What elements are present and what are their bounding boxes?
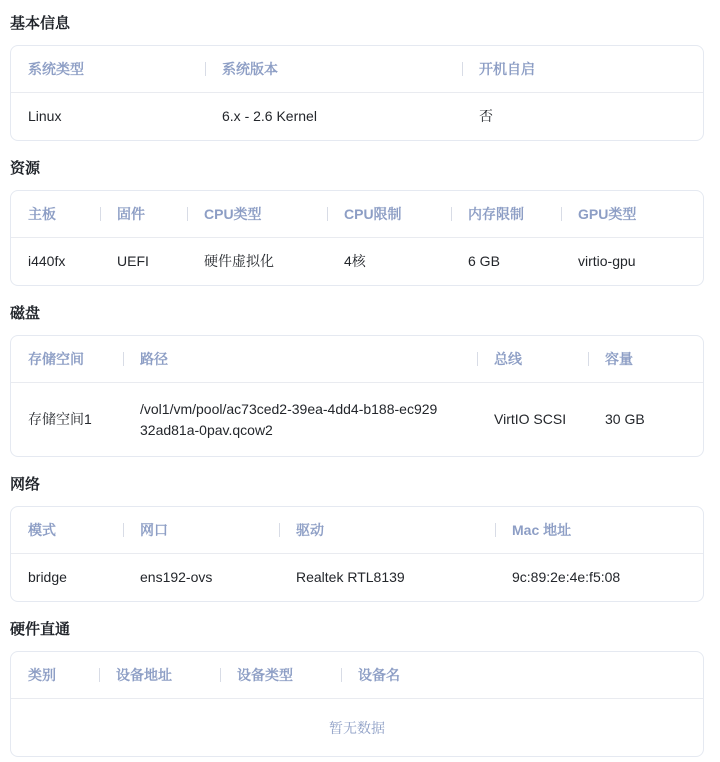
header-mode: 模式 bbox=[28, 522, 56, 538]
section-basic-info bbox=[0, 14, 720, 141]
header-cpu-type: CPU类型 bbox=[187, 204, 327, 224]
cell-port: ens192-ovs bbox=[140, 569, 213, 585]
cell-mac-address: 9c:89:2e:4e:f5:08 bbox=[512, 569, 621, 585]
cell-memory-limit: 6 GB bbox=[468, 253, 500, 269]
header-autostart: 开机自启 bbox=[462, 59, 703, 79]
network-title: 网络 bbox=[10, 476, 41, 493]
header-driver: 驱动 bbox=[279, 520, 495, 540]
resources-title: 资源 bbox=[10, 160, 41, 177]
header-mac-address: Mac 地址 bbox=[495, 520, 703, 540]
disk-path-text: /vol1/vm/pool/ac73ced2-39ea-4dd4-b188-ec92932ad81a-0pav.qcow2 bbox=[140, 400, 438, 438]
cell-path bbox=[123, 393, 477, 447]
disk-header-row bbox=[11, 336, 703, 383]
table-row bbox=[11, 383, 703, 456]
cell-firmware: UEFI bbox=[117, 253, 149, 269]
header-bus: 总线 bbox=[477, 349, 588, 369]
basic-info-title: 基本信息 bbox=[10, 15, 71, 32]
cell-motherboard: i440fx bbox=[28, 253, 66, 269]
passthrough-header-row bbox=[11, 652, 703, 699]
disk-title: 磁盘 bbox=[10, 305, 41, 322]
disk-table bbox=[10, 335, 704, 457]
basic-info-header-row bbox=[11, 46, 703, 93]
header-firmware: 固件 bbox=[100, 204, 187, 224]
header-system-type: 系统类型 bbox=[28, 61, 84, 77]
header-motherboard: 主板 bbox=[28, 206, 56, 222]
cell-cpu-limit: 4核 bbox=[344, 253, 366, 269]
header-memory-limit: 内存限制 bbox=[451, 204, 561, 224]
resources-table bbox=[10, 190, 704, 286]
header-gpu-type: GPU类型 bbox=[561, 204, 703, 224]
header-port: 网口 bbox=[123, 520, 279, 540]
cell-bus: VirtIO SCSI bbox=[494, 411, 567, 427]
cell-system-type: Linux bbox=[28, 108, 62, 124]
section-network bbox=[0, 475, 720, 602]
empty-state: 暂无数据 bbox=[329, 719, 385, 736]
cell-storage-space: 存储空间1 bbox=[28, 411, 92, 427]
header-category: 类别 bbox=[28, 667, 56, 683]
network-table bbox=[10, 506, 704, 602]
header-storage-space: 存储空间 bbox=[28, 351, 84, 367]
header-path: 路径 bbox=[123, 349, 477, 369]
cell-mode: bridge bbox=[28, 569, 67, 585]
cell-capacity: 30 GB bbox=[605, 411, 645, 427]
cell-autostart: 否 bbox=[479, 108, 493, 124]
passthrough-title: 硬件直通 bbox=[10, 621, 71, 638]
header-cpu-limit: CPU限制 bbox=[327, 204, 451, 224]
passthrough-table bbox=[10, 651, 704, 757]
section-resources bbox=[0, 159, 720, 286]
network-header-row bbox=[11, 507, 703, 554]
resources-header-row bbox=[11, 191, 703, 238]
section-disk bbox=[0, 304, 720, 457]
table-row bbox=[11, 93, 703, 140]
header-device-name: 设备名 bbox=[341, 665, 703, 685]
cell-cpu-type: 硬件虚拟化 bbox=[204, 253, 274, 269]
table-row bbox=[11, 554, 703, 601]
basic-info-table bbox=[10, 45, 704, 141]
cell-system-version: 6.x - 2.6 Kernel bbox=[222, 108, 317, 124]
header-device-type: 设备类型 bbox=[220, 665, 341, 685]
header-device-address: 设备地址 bbox=[99, 665, 220, 685]
header-system-version: 系统版本 bbox=[205, 59, 462, 79]
cell-driver: Realtek RTL8139 bbox=[296, 569, 405, 585]
cell-gpu-type: virtio-gpu bbox=[578, 253, 636, 269]
section-passthrough bbox=[0, 620, 720, 757]
table-row bbox=[11, 238, 703, 285]
header-capacity: 容量 bbox=[588, 349, 703, 369]
